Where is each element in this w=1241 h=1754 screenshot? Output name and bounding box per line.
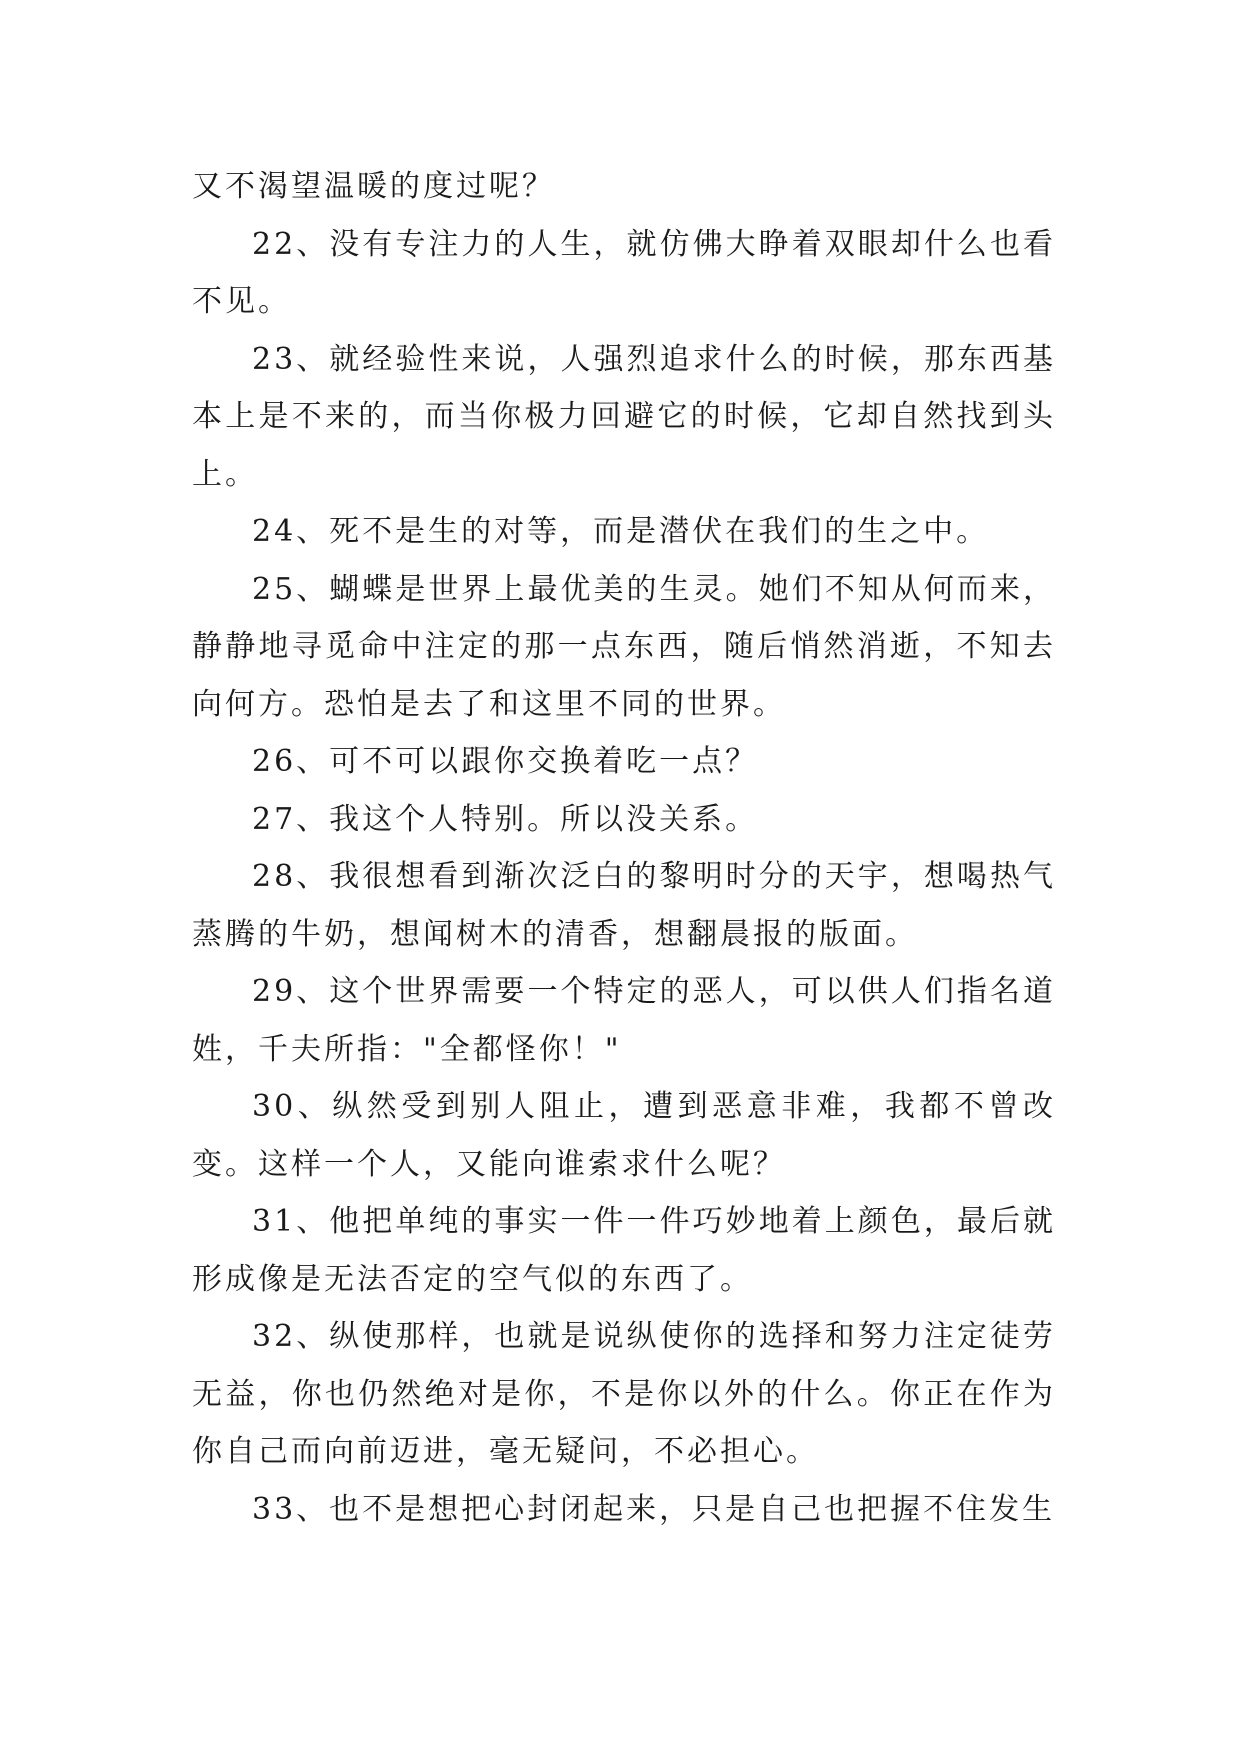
paragraph-33: 33、也不是想把心封闭起来，只是自己也把握不住发生 [252,1491,1056,1527]
paragraph-26: 26、可不可以跟你交换着吃一点？ [252,744,759,779]
paragraph-24: 24、死不是生的对等，而是潜伏在我们的生之中。 [252,514,990,549]
paragraph-28: 28、我很想看到渐次泛白的黎明时分的天宇，想喝热气蒸腾的牛奶，想闻树木的清香，想翻晨报的版面。 [192,859,1056,952]
paragraph-23: 23、就经验性来说，人强烈追求什么的时候，那东西基本上是不来的，而当你极力回避它的时候，它却自然找到头上。 [192,341,1056,492]
body-text [192,158,1056,1538]
paragraph-continuation: 又不渴望温暖的度过呢？ [192,169,555,204]
paragraph-27: 27、我这个人特别。所以没关系。 [252,801,759,837]
paragraph-29: 29、这个世界需要一个特定的恶人，可以供人们指名道姓，千夫所指："全都怪你！" [192,974,1056,1067]
paragraph-31: 31、他把单纯的事实一件一件巧妙地着上颜色，最后就形成像是无法否定的空气似的东西了。 [192,1204,1056,1297]
paragraph-25: 25、蝴蝶是世界上最优美的生灵。她们不知从何而来，静静地寻觅命中注定的那一点东西，随后悄然消逝，不知去向何方。恐怕是去了和这里不同的世界。 [192,571,1056,722]
paragraph-30: 30、纵然受到别人阻止，遭到恶意非难，我都不曾改变。这样一个人，又能向谁索求什么呢？ [192,1089,1056,1182]
paragraph-22: 22、没有专注力的人生，就仿佛大睁着双眼却什么也看不见。 [192,226,1056,319]
paragraph-32: 32、纵使那样，也就是说纵使你的选择和努力注定徒劳无益，你也仍然绝对是你，不是你以外的什么。你正在作为你自己而向前迈进，毫无疑问，不必担心。 [192,1319,1056,1469]
